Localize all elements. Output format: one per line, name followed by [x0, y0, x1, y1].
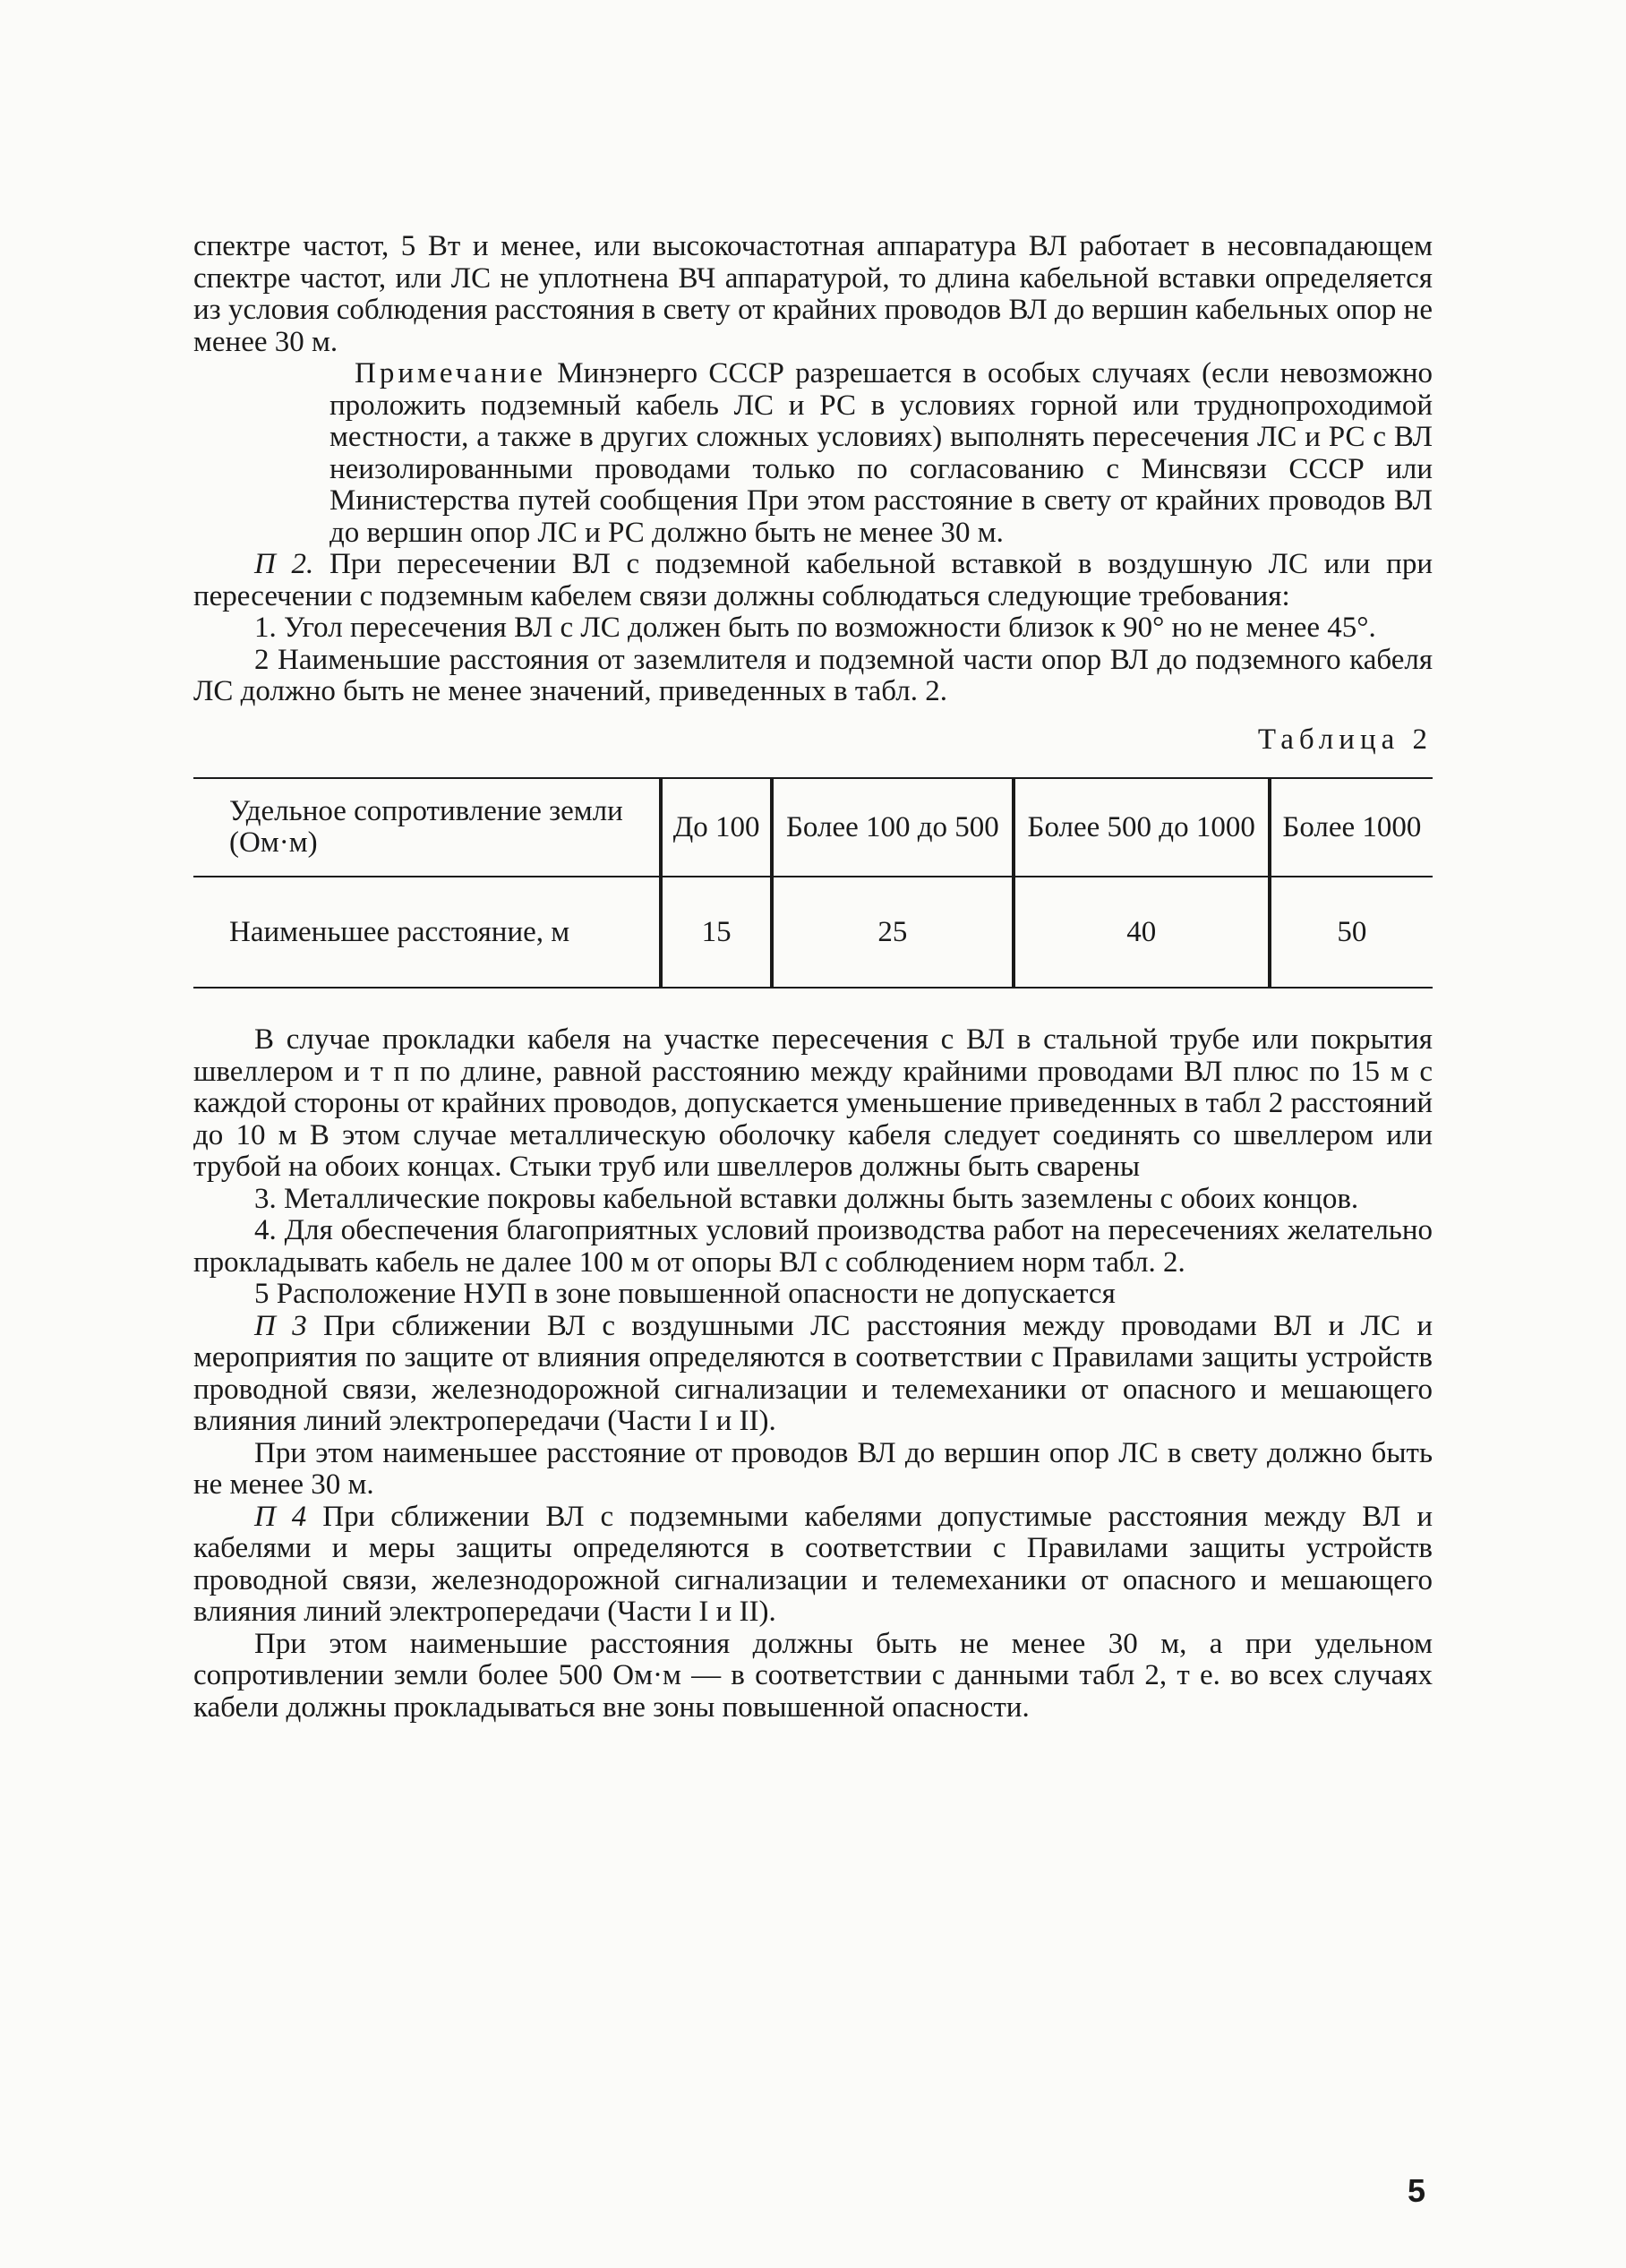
section-4: П 4 При сближении ВЛ с подземными кабелями допустимые расстояния между ВЛ и кабелями и меры защиты определяются в соответствии с Правилами защиты устройств проводной связи, железнодорожной сигнализации и телемеханики от опасного и мешающего влияния линий электропередачи (Части I и II).: [193, 1500, 1433, 1628]
table-header-cell: Более 1000: [1270, 778, 1433, 877]
document-page: [193, 231, 1433, 1724]
page-number: 5: [1408, 2172, 1426, 2209]
table-cell: 25: [772, 877, 1013, 988]
table-row-label: Наименьшее расстояние, м: [229, 915, 570, 948]
table-header-cell: Более 500 до 1000: [1014, 778, 1270, 877]
table-header-row: [193, 778, 1433, 877]
table-header-cell: До 100: [661, 778, 772, 877]
section-2-label: П 2.: [254, 548, 314, 580]
table-cell: 40: [1014, 877, 1270, 988]
table-caption: Таблица 2: [1257, 723, 1433, 756]
note-text: Минэнерго СССР разрешается в особых случаях (если невозможно проложить подземный кабель ЛС и РС в условиях горной или труднопроходимой местности, а также в других сложных условиях) выполнять пересечения ЛС и РС с ВЛ неизолированными проводами только по согласованию с Минсвязи СССР или Министерства путей сообщения При этом расстояние в свету от крайних проводов ВЛ до вершин опор ЛС и РС должно быть не менее 30 м.: [329, 357, 1433, 549]
paragraph-continuation: спектре частот, 5 Вт и менее, или высокочастотная аппаратура ВЛ работает в несовпадающем спектре частот, или ЛС не уплотнена ВЧ аппаратурой, то длина кабельной вставки определяется из условия соблюдения расстояния в свету от крайних проводов ВЛ до вершин кабельных опор не менее 30 м.: [193, 230, 1433, 358]
section-4-text-2: При этом наименьшие расстояния должны быть не менее 30 м, а при удельном сопротивлении земли более 500 Ом·м — в соответствии с данными табл 2, т е. во всех случаях кабели должны прокладываться вне зоны повышенной опасности.: [193, 1627, 1433, 1724]
section-3-text-2: При этом наименьшее расстояние от проводов ВЛ до вершин опор ЛС в свету должно быть не менее 30 м.: [193, 1436, 1433, 1501]
section-2-item-2: 2 Наименьшие расстояния от заземлителя и подземной части опор ВЛ до подземного кабеля ЛС должно быть не менее значений, приведенных в табл. 2.: [193, 643, 1433, 707]
note-label: Примечание: [355, 357, 546, 389]
section-4-label: П 4: [254, 1500, 307, 1533]
table-header-cell: Более 100 до 500: [772, 778, 1013, 877]
paragraph: 5 Расположение НУП в зоне повышенной опасности не допускается: [254, 1278, 1116, 1310]
table-cell: 50: [1270, 877, 1433, 988]
paragraph: 3. Металлические покровы кабельной вставки должны быть заземлены с обоих концов.: [254, 1182, 1359, 1215]
table-header-label: Удельное сопротивление земли (Ом·м): [193, 778, 661, 877]
section-2-item-1: 1. Угол пересечения ВЛ с ЛС должен быть по возможности близок к 90° но не менее 45°.: [254, 612, 1376, 644]
note-block: [329, 358, 1433, 549]
table-cell: 15: [661, 877, 772, 988]
section-2-intro: П 2. При пересечении ВЛ с подземной кабельной вставкой в воздушную ЛС или при пересечении с подземным кабелем связи должны соблюдаться следующие требования:: [193, 548, 1433, 612]
table-row: [193, 877, 1433, 988]
paragraph: В случае прокладки кабеля на участке пересечения с ВЛ в стальной трубе или покрытия швеллером и т п по длине, равной расстоянию между крайними проводами ВЛ плюс по 15 м с каждой стороны от крайних проводов, допускается уменьшение приведенных в табл 2 расстояний до 10 м В этом случае металлическую оболочку кабеля следует соединять со швеллером или трубой на обоих концах. Стыки труб или швеллеров должны быть сварены: [193, 1023, 1433, 1183]
after-table-text: [193, 1024, 1433, 1724]
section-3: П 3 При сближении ВЛ с воздушными ЛС расстояния между проводами ВЛ и ЛС и мероприятия по защите от влияния определяются в соответствии с Правилами защиты устройств проводной связи, железнодорожной сигнализации и телемеханики от опасного и мешающего влияния линий электропередачи (Части I и II).: [193, 1309, 1433, 1437]
table-2: [193, 777, 1433, 989]
paragraph: 4. Для обеспечения благоприятных условий производства работ на пересечениях желательно прокладывать кабель не далее 100 м от опоры ВЛ с соблюдением норм табл. 2.: [193, 1214, 1433, 1279]
section-3-label: П 3: [254, 1309, 307, 1342]
